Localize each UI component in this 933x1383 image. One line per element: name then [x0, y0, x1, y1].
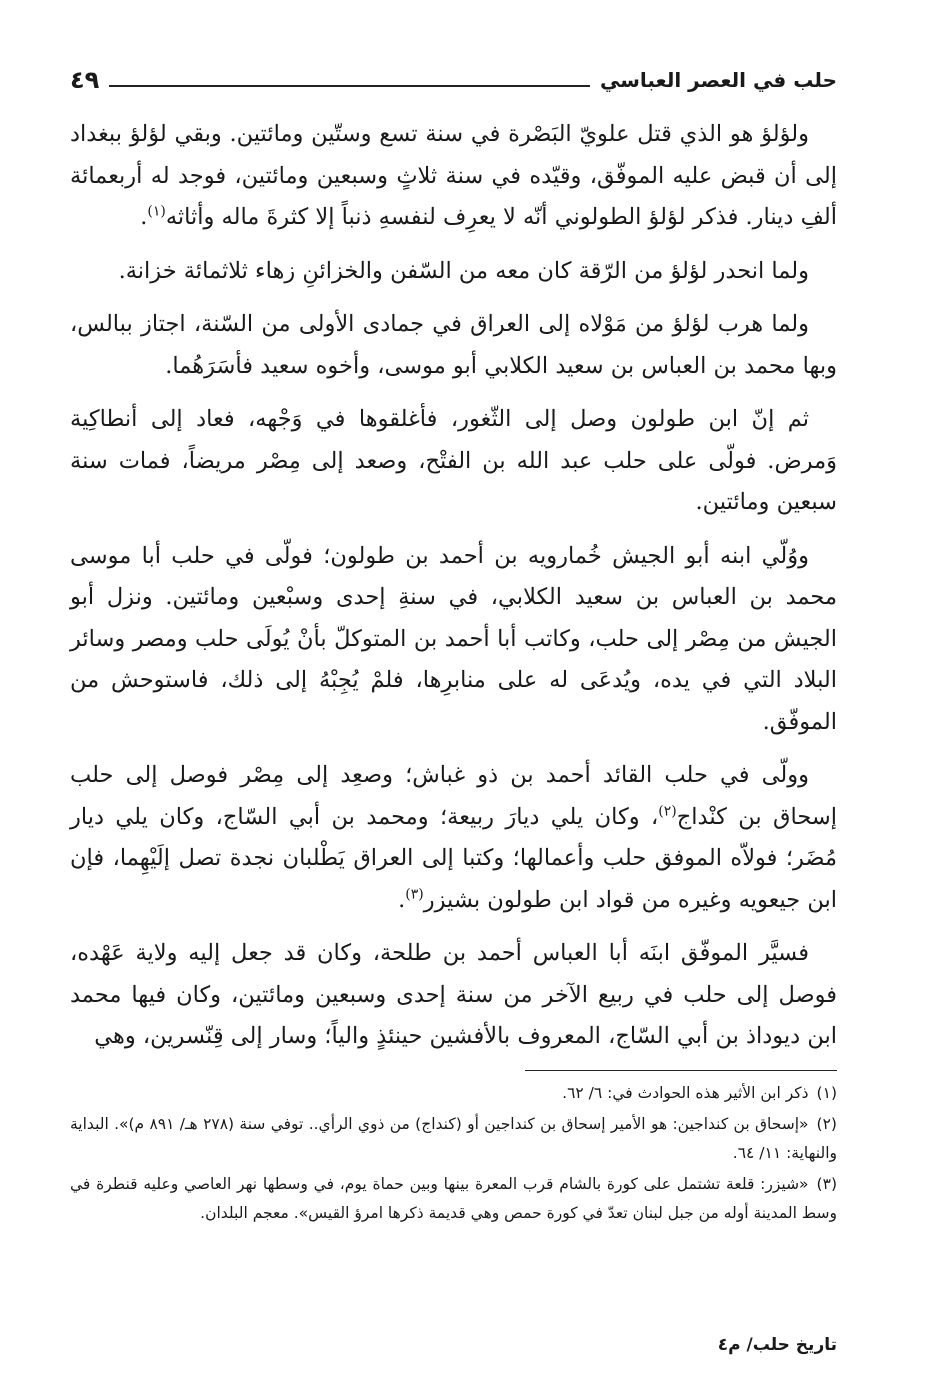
footnote-ref-3: (٣) — [405, 886, 424, 902]
paragraph-2: ولما انحدر لؤلؤ من الرّقة كان معه من السّفن والخزائنِ زهاء ثلاثمائة خزانة. — [118, 257, 809, 284]
body-text — [70, 114, 837, 1058]
paragraph-5: ووُلّي ابنه أبو الجيش خُمارويه بن أحمد بن طولون؛ فولّى في حلب أبا موسى محمد بن العباس بن سعيد الكلابي، في سنةِ إحدى وسبْعين ومائتين. ونزل أبو الجيش من مِصْر إلى حلب، وكاتب أبا أحمد بن المتوكلّ بأنْ يُولَى حلب ومصر وسائر البلاد التي في يده، ويُدعَى له على منابرِها، فلمْ يُجِبْهُ إلى ذلك، فاستوحش من الموفّق. — [70, 542, 837, 735]
footnote-ref-1: (١) — [147, 203, 166, 220]
footnote-ref-2: (٢) — [658, 803, 677, 819]
paragraph-7: فسيَّر الموفّق ابنَه أبا العباس أحمد بن طلحة، وكان قد جعل إليه ولاية عَهْده، فوصل إلى حلب في ربيع الآخر من سنة إحدى وسبعين ومائتين، وكان فيها محمد ابن ديوداذ بن أبي السّاج، المعروف بالأفشين حينئذٍ والياً؛ وسار إلى قِنّسرين، وهي — [70, 940, 837, 1049]
running-header — [70, 60, 837, 100]
page-number: ٤٩ — [70, 66, 100, 94]
header-rule — [109, 85, 590, 87]
paragraph-3: ولما هرب لؤلؤ من مَوْلاه إلى العراق في جمادى الأولى من السّنة، اجتاز ببالس، وبها محمد بن العباس بن سعيد الكلابي أبو موسى، وأخوه سعيد فأسَرَهُما. — [70, 311, 837, 379]
paragraph-6: وولّى في حلب القائد أحمد بن ذو غباش؛ وصعِد إلى مِصْر فوصل إلى حلب إسحاق بن كنْداج$^{(٢)}$، وكان يلي ديارَ ربيعة؛ ومحمد بن أبي السّاج، وكان يلي ديار مُضَر؛ فولاّه الموفق حلب وأعمالها؛ وكتبا إلى العراق يَطْلبان نجدة تصل إلَيْهِما، فإن ابن جيعويه وغيره من قواد ابن طولون بشيزر$^{(٣)}$. — [70, 762, 837, 913]
footnote-2: (٢)«إسحاق بن كنداجين: هو الأمير إسحاق بن كنداجين أو (كنداج) من ذوي الرأي.. توفي سنة (٢٧٨ هـ/ ٨٩١ م)». البداية والنهاية: ١١/ ٦٤. — [70, 1114, 837, 1162]
paragraph-1: ولؤلؤ هو الذي قتل علويّ البَصْرة في سنة تسع وستّين ومائتين. وبقي لؤلؤ ببغداد إلى أن قبض عليه الموفّق، وقيّده في سنة ثلاثٍ وسبعين ومائتين، فوجد له أربعمائة ألفِ دينار. فذكر لؤلؤ الطولوني أنّه لا يعرِف لنفسهِ ذنباً إلا كثرةَ ماله وأثاثه$^{(١)}$. — [70, 121, 837, 230]
footnote-1: (١)ذكر ابن الأثير هذه الحوادث في: ٦/ ٦٢. — [562, 1083, 837, 1102]
footnote-3: (٣)«شيزر: قلعة تشتمل على كورة بالشام قرب المعرة بينها وبين حماة يوم، في وسطها نهر العاصي وعليه قنطرة في وسط المدينة أوله من جبل لبنان تعدّ في كورة حمص وهي قديمة ذكرها امرؤ القيس». معجم البلدان. — [70, 1174, 837, 1222]
footnotes — [70, 1079, 837, 1228]
footnote-rule — [525, 1070, 837, 1071]
running-title: حلب في العصر العباسي — [599, 68, 837, 92]
signature-mark: تاريخ حلب/ م٤ — [717, 1335, 837, 1355]
book-page — [70, 60, 837, 1230]
paragraph-4: ثم إنّ ابن طولون وصل إلى الثّغور، فأغلقوها في وَجْهه، فعاد إلى أنطاكِية وَمرض. فولّى على حلب عبد الله بن الفتْح، وصعد إلى مِصْر مريضاً، فمات سنة سبعين ومائتين. — [70, 406, 837, 515]
